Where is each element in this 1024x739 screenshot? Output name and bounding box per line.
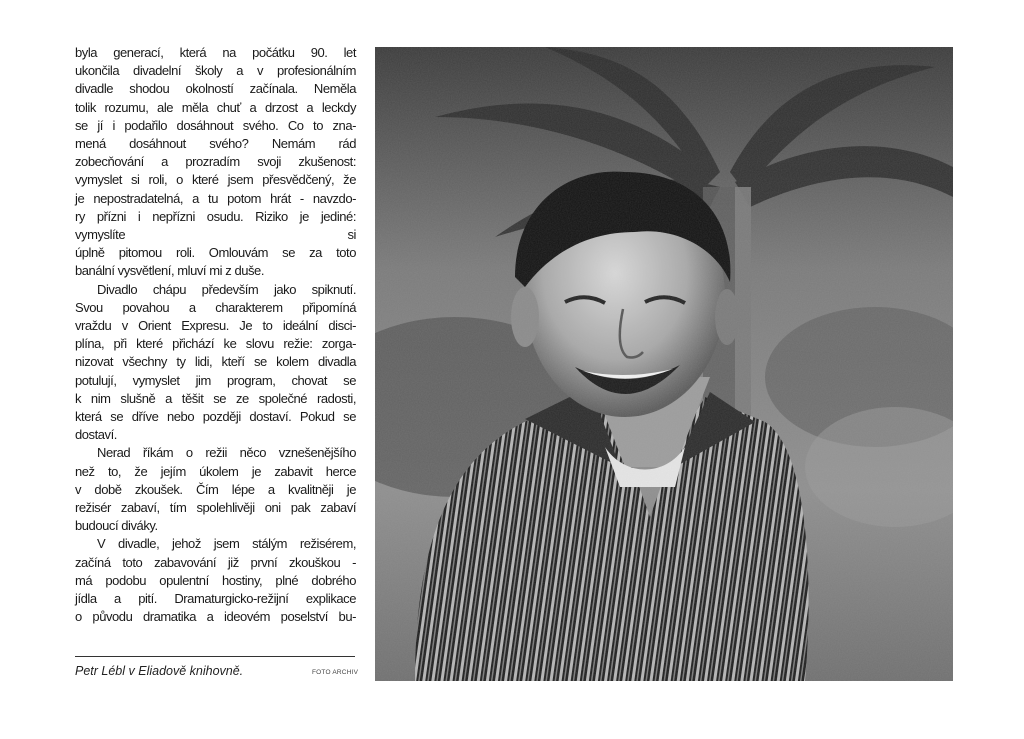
text-line: byla generací, která na počátku 90. let (75, 45, 356, 60)
text-line: vymyslet si roli, o které jsem přesvědčený, že (75, 172, 356, 188)
text-line: která se dříve nebo později dostaví. Pokud se (75, 409, 356, 425)
text-line: dostaví. (75, 427, 117, 443)
text-line: se jí i podařilo dosáhnout svého. Co to zna- (75, 117, 356, 133)
text-line: potulují, vymyslet jim program, chovat se (75, 372, 356, 388)
text-line: k nim slušně a těšit se ze společné radosti, (75, 390, 356, 406)
text-line: Svou povahou a charakterem připomíná (75, 299, 356, 315)
paragraph-1 (75, 44, 356, 281)
text-line: ry přízni i nepřízni osudu. Riziko je jediné: (75, 208, 356, 224)
text-line: tolik rozumu, ale měla chuť a drzost a leckdy (75, 99, 356, 115)
text-line: zobecňování a prozradím svoji zkušenost: (75, 154, 356, 170)
text-line: Nerad říkám o režii něco vznešenějšího (97, 445, 356, 461)
text-line: banální vysvětlení, mluví mi z duše. (75, 263, 265, 279)
paragraph-2 (75, 281, 356, 445)
photo-caption: Petr Lébl v Eliadově knihovně. (75, 664, 244, 678)
text-line: má podobu opulentní hostiny, plné dobrého (75, 572, 356, 588)
photo-credit: FOTO ARCHIV (312, 669, 359, 676)
text-line: divadle shodou okolností začínala. Neměla (75, 81, 356, 97)
paragraph-3 (75, 444, 356, 535)
text-line: je nepostradatelná, a tu potom hrát - navzdo- (75, 190, 356, 206)
text-line: plína, při které přichází ke slovu režie: zorga- (75, 336, 356, 352)
text-line: ukončila divadelní školy a v profesionálním (75, 63, 356, 79)
text-line: jídla a pití. Dramaturgicko-režijní explikace (75, 591, 356, 607)
article-column (75, 44, 356, 627)
text-line: začíná toto zabavování již první zkouškou - (75, 554, 356, 570)
text-line: o původu dramatika a ideovém poselství bu- (75, 609, 356, 625)
portrait-photo (375, 47, 953, 681)
text-line: budoucí diváky. (75, 518, 158, 534)
text-line: mená dosáhnout svého? Nemám rád (75, 136, 356, 152)
text-line: Divadlo chápu především jako spiknutí. (97, 281, 356, 297)
text-line: V divadle, jehož jsem stálým režisérem, (97, 536, 356, 552)
text-line: vymyslíte si (75, 227, 356, 243)
text-line: úplně pitomou roli. Omlouvám se za toto (75, 245, 356, 261)
text-line: nizovat všechny ty lidi, kteří se kolem divadla (75, 354, 356, 370)
caption-divider (75, 656, 355, 657)
text-line: vraždu v Orient Expresu. Je to ideální disci- (75, 318, 356, 334)
text-line: režisér zabaví, tím spolehlivěji oni pak zabaví (75, 500, 356, 516)
text-line: v době zkoušek. Čím lépe a kvalitněji je (75, 481, 356, 497)
paragraph-4 (75, 535, 356, 626)
text-line: než to, že jejím úkolem je zabavit herce (75, 463, 356, 479)
